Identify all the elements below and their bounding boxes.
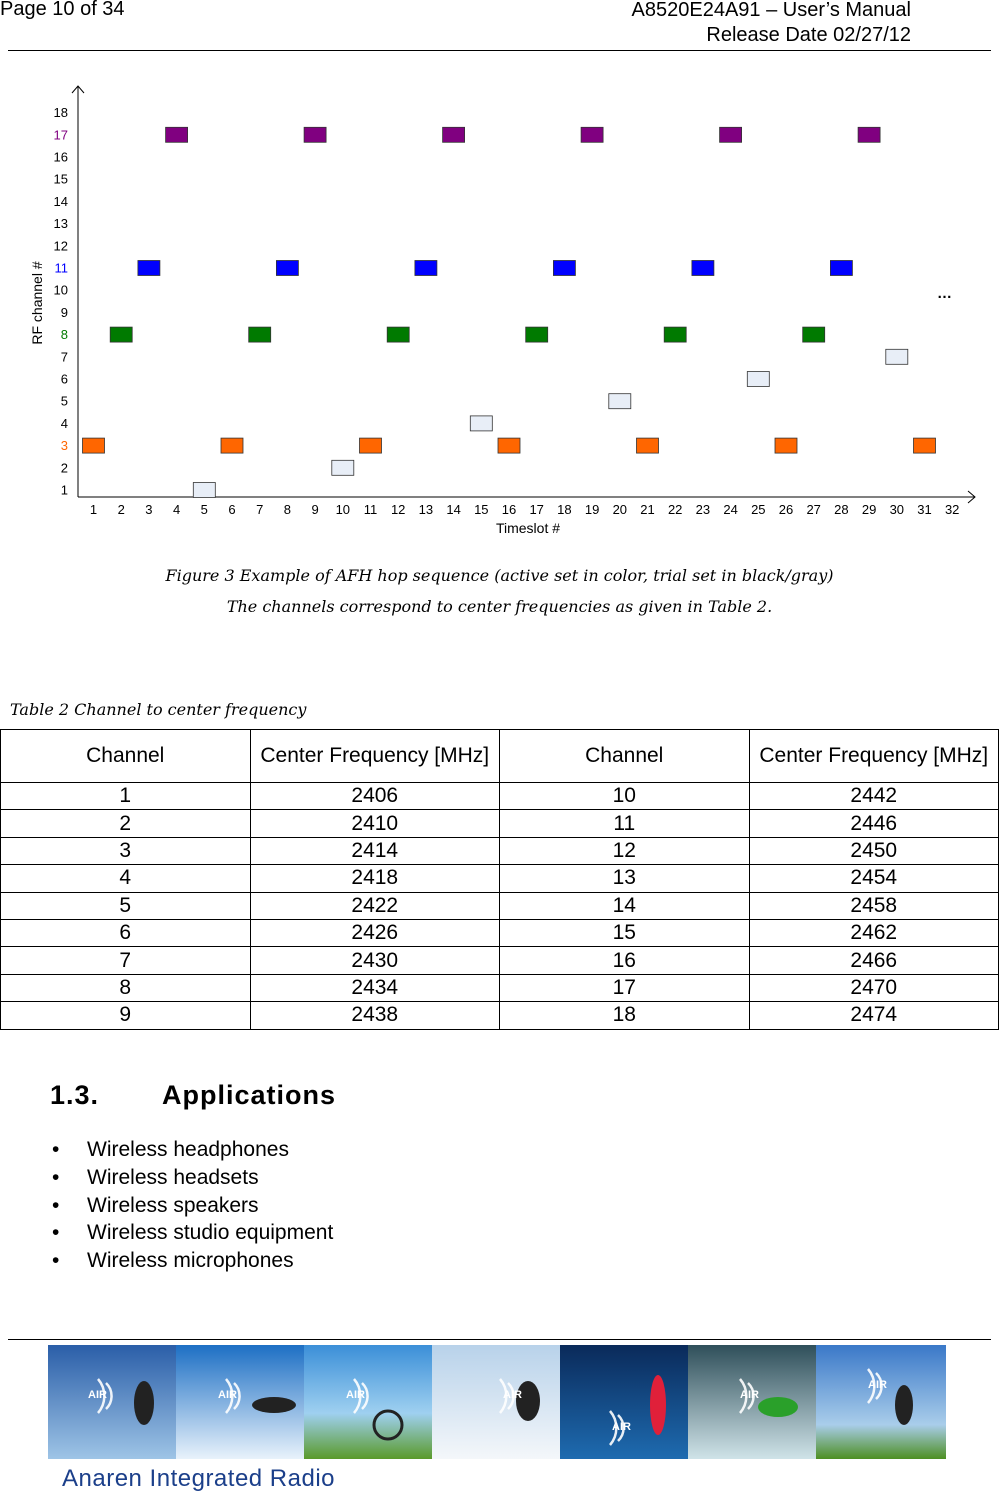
x-tick-label: 27	[806, 502, 821, 517]
hop-marker	[664, 327, 686, 342]
section-title: Applications	[162, 1080, 337, 1110]
y-tick-label: 16	[53, 149, 68, 165]
list-item	[50, 1219, 333, 1247]
bullet-icon: •	[52, 1249, 60, 1273]
table-cell: 18	[500, 1002, 750, 1029]
hop-marker	[249, 327, 271, 342]
hop-marker	[609, 394, 631, 409]
air-badge: AIR	[346, 1389, 365, 1401]
table-cell: 5	[1, 892, 251, 919]
hop-marker	[720, 127, 742, 142]
table-caption: Table 2 Channel to center frequency	[10, 700, 307, 719]
x-tick-label: 8	[283, 502, 292, 517]
x-tick-label: 15	[474, 502, 489, 517]
hop-marker	[886, 349, 908, 364]
x-tick-label: 17	[529, 502, 544, 517]
x-tick-label: 14	[446, 502, 461, 517]
y-tick-label: 11	[54, 260, 68, 276]
table-cell: 2466	[749, 947, 999, 974]
x-tick-label: 16	[501, 502, 517, 517]
y-tick-label: 17	[53, 127, 68, 143]
hop-marker	[304, 127, 326, 142]
x-tick-label: 30	[889, 502, 905, 517]
table-cell: 7	[1, 947, 251, 974]
table-row	[1, 892, 999, 919]
hop-marker	[83, 438, 105, 453]
hop-marker	[470, 416, 492, 431]
y-tick-label: 9	[60, 304, 68, 320]
y-tick-label: 7	[60, 349, 68, 365]
x-tick-label: 13	[418, 502, 434, 517]
table-cell: 2418	[250, 865, 500, 892]
table-row	[1, 783, 999, 810]
table-cell: 2426	[250, 919, 500, 946]
brand-logo-text: Anaren Integrated Radio	[62, 1465, 336, 1492]
table-row	[1, 810, 999, 837]
table-cell: 2438	[250, 1002, 500, 1029]
y-axis-label: RF channel #	[29, 261, 45, 345]
bullet-icon: •	[52, 1138, 60, 1161]
hop-marker	[553, 261, 575, 276]
hop-marker	[526, 327, 548, 342]
x-tick-label: 3	[145, 502, 153, 517]
bullet-icon: •	[52, 1165, 60, 1189]
bullet-icon: •	[52, 1193, 60, 1217]
table-cell: 2410	[250, 810, 500, 837]
table-row	[1, 1002, 999, 1029]
column-header: Center Frequency [MHz]	[749, 730, 999, 783]
x-tick-label: 2	[117, 502, 125, 517]
x-tick-label: 11	[363, 502, 378, 517]
y-tick-label: 10	[53, 282, 68, 298]
x-tick-label: 29	[861, 502, 877, 517]
table-cell: 2430	[250, 947, 500, 974]
table-cell: 2	[1, 810, 251, 837]
table-cell: 2454	[749, 865, 999, 892]
table-row	[1, 865, 999, 892]
hop-marker	[692, 261, 714, 276]
banner-photos	[48, 1345, 946, 1459]
footer-banner	[48, 1345, 946, 1494]
bullet-icon: •	[52, 1221, 60, 1245]
table-cell: 12	[500, 837, 750, 864]
x-tick-label: 4	[172, 502, 181, 517]
x-tick-label: 12	[390, 502, 406, 517]
release-date: Release Date 02/27/12	[706, 24, 911, 46]
table-cell: 2450	[749, 837, 999, 864]
page-number: Page 10 of 34	[0, 0, 125, 20]
air-badge: AIR	[503, 1389, 522, 1401]
x-tick-label: 24	[723, 502, 738, 517]
document-header	[632, 0, 911, 48]
table-cell: 4	[1, 865, 251, 892]
x-tick-label: 18	[557, 502, 572, 517]
table-header-row	[1, 730, 999, 783]
figure-caption: Figure 3 Example of AFH hop sequence (active set in color, trial set in black/gray)	[165, 566, 834, 585]
y-tick-label: 3	[60, 438, 68, 454]
x-tick-label: 28	[834, 502, 849, 517]
table-cell: 9	[1, 1002, 251, 1029]
hop-marker	[332, 460, 354, 475]
channel-frequency-table	[0, 729, 999, 1030]
y-tick-label: 13	[53, 216, 68, 232]
y-tick-label: 12	[53, 238, 68, 254]
y-tick-label: 8	[60, 327, 68, 343]
table-cell: 2434	[250, 974, 500, 1001]
list-item-label: Wireless headsets	[87, 1165, 259, 1189]
column-header: Channel	[1, 730, 251, 783]
table-cell: 1	[1, 783, 251, 810]
hop-marker	[221, 438, 243, 453]
table-cell: 2442	[749, 783, 999, 810]
x-tick-label: 23	[695, 502, 711, 517]
x-tick-label: 10	[335, 502, 351, 517]
x-tick-label: 22	[667, 502, 683, 517]
y-tick-label: 15	[53, 171, 68, 187]
list-item-label: Wireless headphones	[87, 1138, 289, 1161]
list-item-label: Wireless speakers	[87, 1193, 259, 1217]
y-tick-label: 14	[53, 193, 68, 209]
x-tick-label: 25	[751, 502, 766, 517]
x-tick-label: 31	[917, 502, 932, 517]
table-cell: 2462	[749, 919, 999, 946]
air-badge: AIR	[868, 1379, 887, 1391]
list-item	[50, 1136, 333, 1164]
hop-marker	[498, 438, 520, 453]
table-cell: 2422	[250, 892, 500, 919]
table-cell: 2474	[749, 1002, 999, 1029]
x-axis-label: Timeslot #	[495, 520, 561, 536]
table-row	[1, 919, 999, 946]
hop-marker	[360, 438, 382, 453]
table-cell: 14	[500, 892, 750, 919]
y-tick-label: 5	[60, 393, 68, 409]
table-cell: 3	[1, 837, 251, 864]
column-header: Channel	[500, 730, 750, 783]
hop-marker	[166, 127, 188, 142]
air-badge: AIR	[88, 1389, 107, 1401]
air-badge: AIR	[612, 1421, 631, 1433]
section-number: 1.3.	[50, 1080, 100, 1110]
table-cell: 13	[500, 865, 750, 892]
x-tick-label: 5	[200, 502, 208, 517]
table-cell: 2458	[749, 892, 999, 919]
list-item	[50, 1164, 333, 1192]
list-item-label: Wireless studio equipment	[87, 1221, 334, 1245]
y-tick-label: 18	[53, 105, 68, 121]
y-tick-label: 4	[60, 415, 68, 431]
x-tick-label: 9	[311, 502, 319, 517]
hop-marker	[803, 327, 825, 342]
table-cell: 2406	[250, 783, 500, 810]
table-cell: 16	[500, 947, 750, 974]
hop-marker	[138, 261, 160, 276]
column-header: Center Frequency [MHz]	[250, 730, 500, 783]
x-tick-label: 21	[640, 502, 655, 517]
hop-marker	[443, 127, 465, 142]
hop-marker	[775, 438, 797, 453]
list-item	[50, 1192, 333, 1220]
x-tick-label: 20	[612, 502, 628, 517]
x-tick-label: 26	[778, 502, 794, 517]
table-cell: 11	[500, 810, 750, 837]
afh-hop-sequence-chart	[20, 78, 980, 548]
hop-marker	[276, 261, 298, 276]
table-cell: 10	[500, 783, 750, 810]
hop-marker	[747, 372, 769, 387]
table-cell: 17	[500, 974, 750, 1001]
figure-caption-note: The channels correspond to center frequencies as given in Table 2.	[226, 597, 773, 616]
y-tick-label: 2	[60, 460, 68, 476]
table-cell: 2446	[749, 810, 999, 837]
table-cell: 15	[500, 919, 750, 946]
hop-marker	[415, 261, 437, 276]
table-row	[1, 947, 999, 974]
table-cell: 8	[1, 974, 251, 1001]
table-cell: 2414	[250, 837, 500, 864]
x-tick-label: 19	[584, 502, 600, 517]
x-tick-label: 6	[228, 502, 236, 517]
footer-divider	[8, 1339, 991, 1340]
table-cell: 2470	[749, 974, 999, 1001]
header-divider	[8, 50, 991, 51]
hop-marker	[914, 438, 936, 453]
table-cell: 6	[1, 919, 251, 946]
x-tick-label: 32	[944, 502, 960, 517]
air-badge: AIR	[740, 1389, 759, 1401]
table-row	[1, 837, 999, 864]
air-badge: AIR	[218, 1389, 237, 1401]
hop-marker	[193, 483, 215, 498]
hop-marker	[581, 127, 603, 142]
section-heading	[50, 1080, 336, 1111]
chart-plot-area	[54, 86, 975, 517]
y-tick-label: 1	[60, 482, 68, 498]
hop-marker	[858, 127, 880, 142]
list-item	[50, 1247, 333, 1275]
hop-marker	[637, 438, 659, 453]
chart-ellipsis: …	[937, 285, 952, 302]
x-tick-label: 7	[256, 502, 264, 517]
hop-marker	[830, 261, 852, 276]
list-item-label: Wireless microphones	[87, 1249, 294, 1273]
hop-marker	[110, 327, 132, 342]
hop-marker	[387, 327, 409, 342]
document-title: A8520E24A91 – User’s Manual	[631, 0, 911, 21]
applications-list	[50, 1136, 333, 1275]
table-row	[1, 974, 999, 1001]
y-tick-label: 6	[60, 371, 68, 387]
x-tick-label: 1	[89, 502, 98, 517]
